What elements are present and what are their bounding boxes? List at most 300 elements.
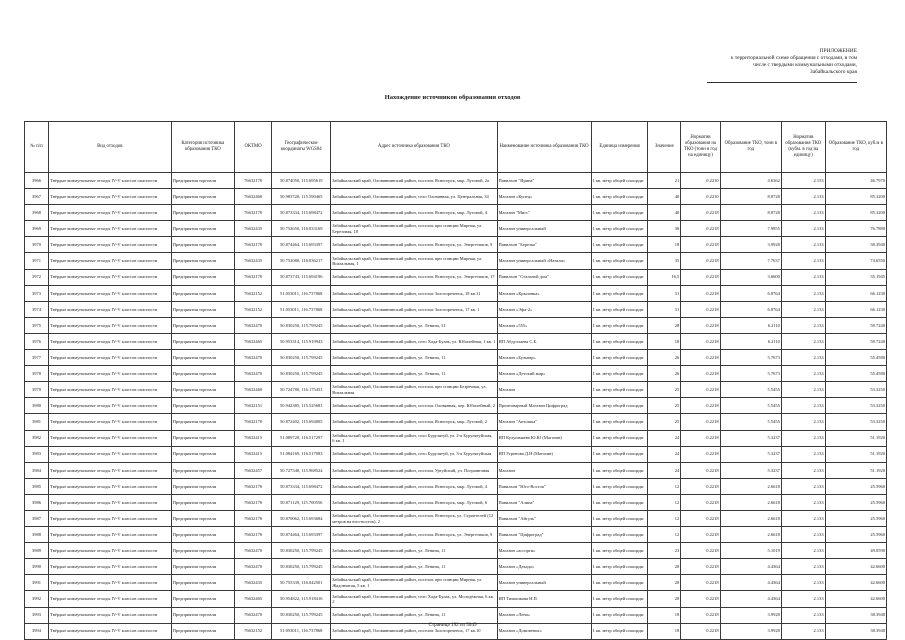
coordinates-cell: 50.830250, 115.799245 (272, 366, 331, 382)
waste-type-cell: Твёрдые коммунальные отходы IV-V классов опасности (49, 543, 172, 559)
coordinates-cell: 51.053011, 116.737868 (272, 285, 331, 301)
norm-volume-cell: 2.133 (781, 253, 825, 269)
waste-type-cell: Твёрдые коммунальные отходы IV-V классов опасности (49, 269, 172, 285)
waste-type-cell: Твёрдые коммунальные отходы IV-V классов опасности (49, 494, 172, 510)
column-header: Образование ТКО, куб.м в год (825, 122, 886, 173)
unit-cell: 1 кв. метр общей площади (591, 559, 648, 575)
value-cell: 12 (648, 494, 681, 510)
source-address-cell: Забайкальский край, Оловяннинский район, поселок Ясногорск, мкр. Луговой, 2а (331, 173, 497, 189)
table-row (25, 414, 887, 430)
source-category-cell: Предприятия торговли (171, 575, 234, 591)
source-address-cell: Забайкальский край, Оловяннинский район, поселок Ясногорск, ул. Энергетиков, 9 (331, 527, 497, 543)
volume-per-year-cell: 66.1230 (825, 301, 886, 317)
source-address-cell: Забайкальский край, Оловяннинский район, поселок Золотореченск, 17 кв.10 (331, 623, 497, 639)
oktmo-code-cell: 76632470 (235, 559, 272, 575)
value-cell: 35 (648, 253, 681, 269)
norm-volume-cell: 2.133 (781, 398, 825, 414)
column-header: Образование ТКО, тонн в год (720, 122, 781, 173)
volume-per-year-cell: 76.7880 (825, 221, 886, 237)
column-header: Вид отходов (49, 122, 172, 173)
tons-per-year-cell: 2.6618 (720, 478, 781, 494)
column-header: Значение (648, 122, 681, 173)
volume-per-year-cell: 53.3250 (825, 382, 886, 398)
oktmo-code-cell: 76632170 (235, 205, 272, 221)
norm-volume-cell: 2.133 (781, 366, 825, 382)
source-name-cell: Магазин "Мисс" (497, 205, 591, 221)
volume-per-year-cell: 38.3940 (825, 237, 886, 253)
norm-tons-cell: 0.2218 (681, 575, 720, 591)
oktmo-code-cell: 76632470 (235, 350, 272, 366)
source-address-cell: Забайкальский край, Оловяннинский район, поселок при станции Мирная, ул. Жадовчатая, 5 кв. 1 (331, 575, 497, 591)
row-number-cell: 3975 (25, 317, 49, 333)
waste-type-cell: Твёрдые коммунальные отходы IV-V классов опасности (49, 253, 172, 269)
norm-tons-cell: 0.2218 (681, 301, 720, 317)
tons-per-year-cell: 6.2110 (720, 317, 781, 333)
oktmo-code-cell: 76632170 (235, 510, 272, 526)
row-number-cell: 3968 (25, 205, 49, 221)
coordinates-cell: 50.874050, 115.695619 (272, 173, 331, 189)
norm-volume-cell: 2.133 (781, 494, 825, 510)
source-name-cell: Магазин (497, 462, 591, 478)
source-address-cell: Забайкальский край, Оловяннинский район, поселок Ясногорск, ул. Строителей (12 метров на юго-восток), 2 (331, 510, 497, 526)
appendix-header (657, 48, 857, 83)
unit-cell: 1 кв. метр общей площади (591, 382, 648, 398)
waste-type-cell: Твёрдые коммунальные отходы IV-V классов опасности (49, 285, 172, 301)
tons-per-year-cell: 6.8764 (720, 285, 781, 301)
norm-volume-cell: 2.133 (781, 189, 825, 205)
oktmo-code-cell: 76632170 (235, 478, 272, 494)
source-address-cell: Забайкальский край, Оловяннинский район, ул. Ленина, 11 (331, 607, 497, 623)
oktmo-code-cell: 76632170 (235, 494, 272, 510)
norm-tons-cell: 0.2218 (681, 221, 720, 237)
tons-per-year-cell: 5.3237 (720, 446, 781, 462)
tons-per-year-cell: 8.8728 (720, 189, 781, 205)
norm-volume-cell: 2.133 (781, 623, 825, 639)
row-number-cell: 3987 (25, 510, 49, 526)
waste-type-cell: Твёрдые коммунальные отходы IV-V классов опасности (49, 237, 172, 253)
source-address-cell: Забайкальский край, Оловяннинский район, село Бурулятуй, ул. 2-я Бурулятуйская, 6 кв. 1 (331, 430, 497, 446)
source-category-cell: Предприятия торговли (171, 269, 234, 285)
source-category-cell: Предприятия торговли (171, 478, 234, 494)
source-address-cell: Забайкальский край, Оловяннинский район, село Хада-Булак, ул. Молодёжная, 6 кв. 2 (331, 591, 497, 607)
norm-tons-cell: 0.2218 (681, 607, 720, 623)
table-row (25, 527, 887, 543)
unit-cell: 1 кв. метр общей площади (591, 591, 648, 607)
coordinates-cell: 50.870062, 115.693684 (272, 510, 331, 526)
tons-per-year-cell: 6.2110 (720, 333, 781, 349)
value-cell: 26 (648, 350, 681, 366)
volume-per-year-cell: 42.6600 (825, 575, 886, 591)
tons-per-year-cell: 5.5455 (720, 382, 781, 398)
tons-per-year-cell: 2.6618 (720, 494, 781, 510)
norm-volume-cell: 2.133 (781, 221, 825, 237)
norm-volume-cell: 2.133 (781, 205, 825, 221)
source-category-cell: Предприятия торговли (171, 366, 234, 382)
unit-cell: 1 кв. метр общей площади (591, 237, 648, 253)
norm-volume-cell: 2.133 (781, 478, 825, 494)
value-cell: 31 (648, 301, 681, 317)
source-address-cell: Забайкальский край, Оловяннинский район, поселок Золотореченск, 18 кв.11 (331, 285, 497, 301)
tons-per-year-cell: 3.6600 (720, 269, 781, 285)
source-name-cell: Магазин «Эфа-2» (497, 301, 591, 317)
source-category-cell: Предприятия торговли (171, 173, 234, 189)
coordinates-cell: 50.830250, 115.799245 (272, 559, 331, 575)
source-address-cell: Забайкальский край, Оловяннинский район, поселок Ясногорск, мкр. Луговой, 2 (331, 414, 497, 430)
waste-type-cell: Твёрдые коммунальные отходы IV-V классов опасности (49, 462, 172, 478)
source-address-cell: Забайкальский край, Оловяннинский район, поселок Ясногорск, мкр. Луговой, 4 (331, 478, 497, 494)
tons-per-year-cell: 2.6618 (720, 527, 781, 543)
value-cell: 24 (648, 462, 681, 478)
source-address-cell: Забайкальский край, Оловяннинский район, поселок Оловянная, пер. Юбилейный, 2 (331, 398, 497, 414)
volume-per-year-cell: 25.5960 (825, 527, 886, 543)
tons-per-year-cell: 3.9928 (720, 623, 781, 639)
tons-per-year-cell: 5.1019 (720, 543, 781, 559)
source-name-cell: Магазин «Домовенок» (497, 623, 591, 639)
row-number-cell: 3993 (25, 607, 49, 623)
source-name-cell: Павильон "Алина" (497, 494, 591, 510)
waste-type-cell: Твёрдые коммунальные отходы IV-V классов опасности (49, 173, 172, 189)
value-cell: 40 (648, 205, 681, 221)
tons-per-year-cell: 3.9928 (720, 607, 781, 623)
value-cell: 18 (648, 623, 681, 639)
value-cell: 18 (648, 607, 681, 623)
waste-type-cell: Твёрдые коммунальные отходы IV-V классов опасности (49, 382, 172, 398)
tons-per-year-cell: 4.6362 (720, 173, 781, 189)
row-number-cell: 3973 (25, 285, 49, 301)
row-number-cell: 3969 (25, 221, 49, 237)
source-category-cell: Предприятия торговли (171, 623, 234, 639)
norm-tons-cell: 0.2218 (681, 494, 720, 510)
source-name-cell: Павильон "Цифроград" (497, 527, 591, 543)
norm-tons-cell: 0.2218 (681, 398, 720, 414)
source-category-cell: Предприятия торговли (171, 350, 234, 366)
row-number-cell: 3967 (25, 189, 49, 205)
source-category-cell: Предприятия торговли (171, 221, 234, 237)
waste-type-cell: Твёрдые коммунальные отходы IV-V классов опасности (49, 446, 172, 462)
source-category-cell: Предприятия торговли (171, 285, 234, 301)
waste-type-cell: Твёрдые коммунальные отходы IV-V классов опасности (49, 414, 172, 430)
table-row (25, 398, 887, 414)
row-number-cell: 3979 (25, 382, 49, 398)
norm-tons-cell: 0.2218 (681, 462, 720, 478)
unit-cell: 1 кв. метр общей площади (591, 575, 648, 591)
tons-per-year-cell: 4.4364 (720, 559, 781, 575)
norm-tons-cell: 0.2218 (681, 269, 720, 285)
coordinates-cell: 50.830250, 115.799245 (272, 350, 331, 366)
table-row (25, 237, 887, 253)
coordinates-cell: 50.830250, 115.799245 (272, 317, 331, 333)
volume-per-year-cell: 85.3200 (825, 205, 886, 221)
volume-per-year-cell: 35.1945 (825, 269, 886, 285)
tons-per-year-cell: 7.9855 (720, 221, 781, 237)
value-cell: 18 (648, 237, 681, 253)
unit-cell: 1 кв. метр общей площади (591, 527, 648, 543)
source-name-cell: Магазин универсальный «Натали» (497, 253, 591, 269)
source-category-cell: Предприятия торговли (171, 382, 234, 398)
source-name-cell: Магазин «ассорти» (497, 543, 591, 559)
coordinates-cell: 50.752650, 116.033169 (272, 221, 331, 237)
source-address-cell: Забайкальский край, Оловяннинский район, село Бурулятуй, ул. 3-я Бурулятуйская (331, 446, 497, 462)
source-address-cell: Забайкальский край, Оловяннинский район, поселок Ясногорск, ул. Энергетиков, 17 (331, 269, 497, 285)
source-address-cell: Забайкальский край, Оловяннинский район, село Хада-Булак, ул. Юбилейная, 1 кв. 1 (331, 333, 497, 349)
oktmo-code-cell: 76632415 (235, 430, 272, 446)
table-row (25, 575, 887, 591)
appendix-title: ПРИЛОЖЕНИЕ (819, 48, 857, 54)
waste-type-cell: Твёрдые коммунальные отходы IV-V классов опасности (49, 350, 172, 366)
norm-volume-cell: 2.133 (781, 414, 825, 430)
source-name-cell: ИП Угренова Д.Н (Магазин) (497, 446, 591, 462)
volume-per-year-cell: 25.5960 (825, 478, 886, 494)
value-cell: 25 (648, 382, 681, 398)
column-header: Норматив образования на ТКО (тонн в год на единицу) (681, 122, 720, 173)
norm-tons-cell: 0.2218 (681, 527, 720, 543)
unit-cell: 1 кв. метр общей площади (591, 510, 648, 526)
norm-tons-cell: 0.2218 (681, 237, 720, 253)
value-cell: 12 (648, 478, 681, 494)
coordinates-cell: 50.874464, 115.693397 (272, 527, 331, 543)
norm-volume-cell: 2.133 (781, 559, 825, 575)
appendix-line: числе с твердыми коммунальными отходами, (753, 62, 857, 68)
norm-tons-cell: 0.2218 (681, 382, 720, 398)
value-cell: 12 (648, 527, 681, 543)
oktmo-code-cell: 76632435 (235, 575, 272, 591)
norm-volume-cell: 2.133 (781, 285, 825, 301)
table-body (25, 173, 887, 640)
source-name-cell: Магазин «Бульвар» (497, 350, 591, 366)
row-number-cell: 3974 (25, 301, 49, 317)
column-header: № п/п (25, 122, 49, 173)
volume-per-year-cell: 59.7240 (825, 333, 886, 349)
value-cell: 26 (648, 366, 681, 382)
coordinates-cell: 50.874464, 115.693397 (272, 237, 331, 253)
unit-cell: 1 кв. метр общей площади (591, 205, 648, 221)
oktmo-code-cell: 76632470 (235, 366, 272, 382)
source-category-cell: Предприятия торговли (171, 317, 234, 333)
row-number-cell: 3983 (25, 446, 49, 462)
column-header: Наименование источника образования ТКО (497, 122, 591, 173)
row-number-cell: 3966 (25, 173, 49, 189)
unit-cell: 1 кв. метр общей площади (591, 317, 648, 333)
waste-type-cell: Твёрдые коммунальные отходы IV-V классов опасности (49, 623, 172, 639)
row-number-cell: 3989 (25, 543, 49, 559)
norm-volume-cell: 2.153 (781, 173, 825, 189)
row-number-cell: 3976 (25, 333, 49, 349)
row-number-cell: 3977 (25, 350, 49, 366)
unit-cell: 1 кв. метр общей площади (591, 285, 648, 301)
source-name-cell: Магазин «Декадо» (497, 559, 591, 575)
volume-per-year-cell: 42.6600 (825, 559, 886, 575)
row-number-cell: 3985 (25, 478, 49, 494)
table-row (25, 285, 887, 301)
row-number-cell: 3994 (25, 623, 49, 639)
tons-per-year-cell: 6.8764 (720, 301, 781, 317)
norm-tons-cell: 0.2218 (681, 253, 720, 269)
source-category-cell: Предприятия торговли (171, 607, 234, 623)
column-header: ОКТМО (235, 122, 272, 173)
oktmo-code-cell: 76632152 (235, 623, 272, 639)
oktmo-code-cell: 76632470 (235, 317, 272, 333)
row-number-cell: 3982 (25, 430, 49, 446)
norm-tons-cell: 0.2218 (681, 623, 720, 639)
source-address-cell: Забайкальский край, Оловяннинский район, ул. Ленина, 11 (331, 543, 497, 559)
coordinates-cell: 50.873743, 115.694196 (272, 269, 331, 285)
norm-tons-cell: 0.2218 (681, 317, 720, 333)
tons-per-year-cell: 5.5455 (720, 414, 781, 430)
tons-per-year-cell: 4.4364 (720, 591, 781, 607)
norm-volume-cell: 2.133 (781, 430, 825, 446)
coordinates-cell: 50.727540, 115.968524 (272, 462, 331, 478)
norm-tons-cell: 0.2218 (681, 478, 720, 494)
volume-per-year-cell: 25.5960 (825, 510, 886, 526)
oktmo-code-cell: 76632170 (235, 173, 272, 189)
value-cell: 21 (648, 173, 681, 189)
source-category-cell: Предприятия торговли (171, 559, 234, 575)
norm-tons-cell: 0.2218 (681, 559, 720, 575)
source-name-cell: Павильон "Ирина" (497, 173, 591, 189)
source-category-cell: Предприятия торговли (171, 301, 234, 317)
unit-cell: 1 кв. метр общей площади (591, 366, 648, 382)
coordinates-cell: 50.724780, 116.175451 (272, 382, 331, 398)
tons-per-year-cell: 2.6618 (720, 510, 781, 526)
source-category-cell: Предприятия торговли (171, 333, 234, 349)
source-category-cell: Предприятия торговли (171, 398, 234, 414)
volume-per-year-cell: 53.3250 (825, 398, 886, 414)
tons-per-year-cell: 4.4364 (720, 575, 781, 591)
table-row (25, 607, 887, 623)
source-category-cell: Предприятия торговли (171, 189, 234, 205)
row-number-cell: 3988 (25, 527, 49, 543)
unit-cell: 1 кв. метр общей площади (591, 430, 648, 446)
norm-volume-cell: 2.133 (781, 317, 825, 333)
table-row (25, 543, 887, 559)
waste-type-cell: Твёрдые коммунальные отходы IV-V классов опасности (49, 398, 172, 414)
norm-volume-cell: 2.133 (781, 350, 825, 366)
unit-cell: 1 кв. метр общей площади (591, 350, 648, 366)
norm-tons-cell: 0.2218 (681, 430, 720, 446)
unit-cell: 1 кв. метр общей площади (591, 173, 648, 189)
table-row (25, 591, 887, 607)
source-address-cell: Забайкальский край, Оловяннинский район, поселок Ясногорск, мкр. Луговой, 6 (331, 494, 497, 510)
value-cell: 36 (648, 221, 681, 237)
oktmo-code-cell: 76632457 (235, 462, 272, 478)
volume-per-year-cell: 49.0590 (825, 543, 886, 559)
waste-type-cell: Твёрдые коммунальные отходы IV-V классов опасности (49, 527, 172, 543)
appendix-line: к территориальной схеме обращения с отходами, в том (730, 55, 857, 61)
waste-type-cell: Твёрдые коммунальные отходы IV-V классов опасности (49, 575, 172, 591)
tons-per-year-cell: 5.3237 (720, 430, 781, 446)
column-header: Категория источника образования ТКО (171, 122, 234, 173)
coordinates-cell: 50.871129, 115.700556 (272, 494, 331, 510)
volume-per-year-cell: 55.4580 (825, 366, 886, 382)
source-name-cell: Павильон "Березка" (497, 237, 591, 253)
source-name-cell: Промтоварный Магазин Цифроград (497, 398, 591, 414)
norm-volume-cell: 2.133 (781, 301, 825, 317)
document-title: Нахождение источников образования отходов (384, 94, 521, 101)
unit-cell: 1 кв. метр общей площади (591, 543, 648, 559)
source-name-cell: Магазин (497, 382, 591, 398)
tons-per-year-cell: 3.9928 (720, 237, 781, 253)
table-row (25, 366, 887, 382)
coordinates-cell: 50.954822, 115.918416 (272, 591, 331, 607)
oktmo-code-cell: 76632460 (235, 189, 272, 205)
waste-type-cell: Твёрдые коммунальные отходы IV-V классов опасности (49, 189, 172, 205)
volume-per-year-cell: 38.3940 (825, 623, 886, 639)
unit-cell: 1 кв. метр общей площади (591, 414, 648, 430)
oktmo-code-cell: 76632151 (235, 398, 272, 414)
appendix-rule (707, 82, 857, 83)
volume-per-year-cell: 66.1230 (825, 285, 886, 301)
norm-volume-cell: 2.133 (781, 591, 825, 607)
waste-type-cell: Твёрдые коммунальные отходы IV-V классов опасности (49, 221, 172, 237)
volume-per-year-cell: 38.3940 (825, 607, 886, 623)
norm-tons-cell: 0.2218 (681, 285, 720, 301)
source-address-cell: Забайкальский край, Оловяннинский район, поселок при станции Мирная, ул. Березовая, 18 (331, 221, 497, 237)
source-name-cell: Магазин "Антошка" (497, 414, 591, 430)
column-header: Норматив образования ТКО (кубм. в год на единицу) (781, 122, 825, 173)
source-name-cell: Магазин «Лена» (497, 607, 591, 623)
source-address-cell: Забайкальский край, Оловяннинский район, ул. Ленина, 31 (331, 317, 497, 333)
unit-cell: 1 кв. метр общей площади (591, 189, 648, 205)
row-number-cell: 3992 (25, 591, 49, 607)
oktmo-code-cell: 76632170 (235, 237, 272, 253)
norm-volume-cell: 2.133 (781, 527, 825, 543)
value-cell: 40 (648, 189, 681, 205)
norm-volume-cell: 2.133 (781, 462, 825, 478)
row-number-cell: 3980 (25, 398, 49, 414)
source-address-cell: Забайкальский край, Оловяннинский район, ул. Ленина, 11 (331, 350, 497, 366)
norm-tons-cell: 0.2218 (681, 510, 720, 526)
value-cell: 31 (648, 285, 681, 301)
unit-cell: 1 кв. метр общей площади (591, 446, 648, 462)
source-name-cell: ИП Тимошкова Н.П. (497, 591, 591, 607)
table-row (25, 253, 887, 269)
table-header-row (25, 122, 887, 173)
coordinates-cell: 51.089720, 116.517297 (272, 430, 331, 446)
norm-volume-cell: 2.133 (781, 237, 825, 253)
row-number-cell: 3978 (25, 366, 49, 382)
norm-tons-cell: 0.2210 (681, 189, 720, 205)
coordinates-cell: 51.053011, 116.737868 (272, 623, 331, 639)
coordinates-cell: 51.053011, 116.737868 (272, 301, 331, 317)
oktmo-code-cell: 76632170 (235, 269, 272, 285)
volume-per-year-cell: 51.1920 (825, 430, 886, 446)
tons-per-year-cell: 7.7637 (720, 253, 781, 269)
unit-cell: 1 кв. метр общей площади (591, 494, 648, 510)
oktmo-code-cell: 76632470 (235, 543, 272, 559)
row-number-cell: 3981 (25, 414, 49, 430)
source-name-cell: ИП Кулушмяева Ю.Ю (Магазин) (497, 430, 591, 446)
volume-per-year-cell: 59.7240 (825, 317, 886, 333)
source-name-cell: Магазин «555» (497, 317, 591, 333)
coordinates-cell: 50.873334, 115.698472 (272, 205, 331, 221)
norm-tons-cell: 0.2218 (681, 591, 720, 607)
table-row (25, 462, 887, 478)
volume-per-year-cell: 85.3200 (825, 189, 886, 205)
source-name-cell: Павильон "Айгуль" (497, 510, 591, 526)
source-category-cell: Предприятия торговли (171, 543, 234, 559)
coordinates-cell: 50.830250, 115.799245 (272, 607, 331, 623)
coordinates-cell: 50.755339, 116.042501 (272, 575, 331, 591)
source-name-cell: Павильон "Стальной дом" (497, 269, 591, 285)
volume-per-year-cell: 51.1920 (825, 446, 886, 462)
unit-cell: 1 кв. метр общей площади (591, 478, 648, 494)
value-cell: 25 (648, 414, 681, 430)
norm-volume-cell: 2.133 (781, 543, 825, 559)
norm-tons-cell: 0.2218 (681, 350, 720, 366)
unit-cell: 1 кв. метр общей площади (591, 398, 648, 414)
value-cell: 20 (648, 591, 681, 607)
source-category-cell: Предприятия торговли (171, 446, 234, 462)
